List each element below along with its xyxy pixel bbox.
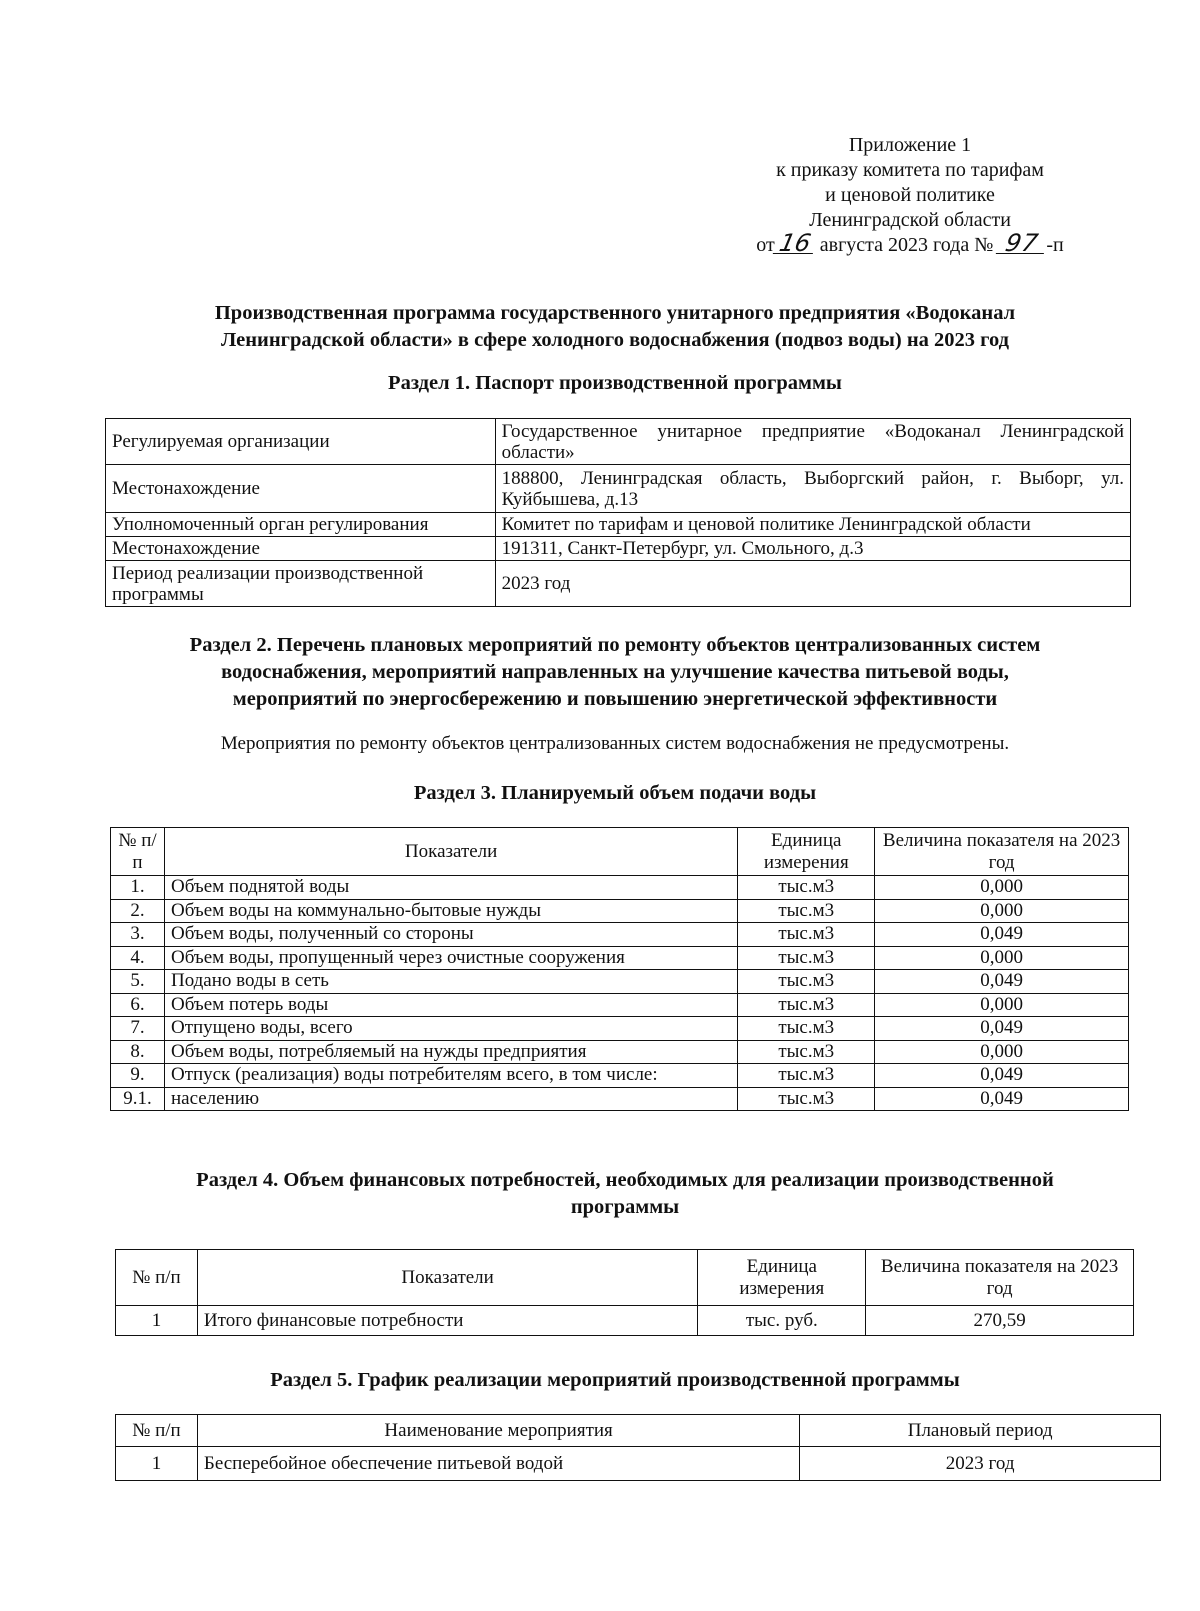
row-num: 1	[116, 1447, 198, 1481]
passport-table	[105, 418, 1131, 607]
table-row	[111, 1017, 1129, 1041]
header-unit: Единица измерения	[698, 1250, 866, 1306]
row-indicator: Итого финансовые потребности	[197, 1306, 697, 1336]
table-row	[106, 465, 1131, 513]
water-supply-table	[110, 827, 1129, 1111]
row-indicator: Объем воды, полученный со стороны	[164, 923, 737, 947]
main-title-line-1: Производственная программа государственного унитарного предприятия «Водоканал	[214, 302, 1016, 324]
row-unit: тыс.м3	[738, 970, 875, 994]
passport-value: 191311, Санкт-Петербург, ул. Смольного, д.3	[495, 537, 1130, 561]
table-row	[111, 923, 1129, 947]
row-unit: тыс.м3	[738, 1040, 875, 1064]
table-row	[106, 513, 1131, 537]
table-row	[111, 1064, 1129, 1088]
row-indicator: населению	[164, 1087, 737, 1111]
header-value: Величина показателя на 2023 год	[866, 1250, 1134, 1306]
table-row	[111, 1040, 1129, 1064]
row-indicator: Подано воды в сеть	[164, 970, 737, 994]
passport-label: Местонахождение	[106, 537, 496, 561]
row-num: 8.	[111, 1040, 165, 1064]
handwritten-day: 16	[773, 233, 817, 254]
financial-table	[115, 1249, 1134, 1336]
row-value: 0,000	[875, 1040, 1129, 1064]
row-value: 0,000	[875, 876, 1129, 900]
passport-label: Регулируемая организации	[106, 419, 496, 465]
row-indicator: Объем воды, пропущенный через очистные сооружения	[164, 946, 737, 970]
row-unit: тыс. руб.	[698, 1306, 866, 1336]
passport-label: Местонахождение	[106, 465, 496, 513]
order-suffix: -п	[1046, 234, 1064, 256]
table-row	[111, 993, 1129, 1017]
row-num: 3.	[111, 923, 165, 947]
table-header-row	[116, 1250, 1134, 1306]
table-header-row	[111, 828, 1129, 876]
section1-title: Раздел 1. Паспорт производственной программы	[388, 372, 842, 394]
header-indicator: Показатели	[197, 1250, 697, 1306]
header-num: № п/п	[116, 1415, 198, 1447]
header-name: Наименование мероприятия	[197, 1415, 799, 1447]
table-row	[111, 876, 1129, 900]
row-value: 0,049	[875, 1064, 1129, 1088]
table-row	[111, 970, 1129, 994]
header-indicator: Показатели	[164, 828, 737, 876]
appendix-line-2: к приказу комитета по тарифам	[776, 159, 1044, 181]
section2-title-line-2: водоснабжения, мероприятий направленных на улучшение качества питьевой воды,	[221, 661, 1009, 683]
row-indicator: Объем поднятой воды	[164, 876, 737, 900]
section4-title-line-1: Раздел 4. Объем финансовых потребностей, необходимых для реализации производственной	[196, 1169, 1054, 1191]
header-unit: Единица измерения	[738, 828, 875, 876]
row-num: 7.	[111, 1017, 165, 1041]
section2-title	[120, 632, 1110, 713]
section4-title	[110, 1167, 1140, 1221]
row-unit: тыс.м3	[738, 993, 875, 1017]
table-row	[106, 419, 1131, 465]
row-num: 1.	[111, 876, 165, 900]
row-value: 0,000	[875, 993, 1129, 1017]
appendix-line-3: и ценовой политике	[825, 184, 995, 206]
row-indicator: Объем потерь воды	[164, 993, 737, 1017]
table-header-row	[116, 1415, 1161, 1447]
row-num: 9.1.	[111, 1087, 165, 1111]
main-title-line-2: Ленинградской области» в сфере холодного водоснабжения (подвоз воды) на 2023 год	[221, 329, 1009, 351]
passport-value: 188800, Ленинградская область, Выборгский район, г. Выборг, ул. Куйбышева, д.13	[495, 465, 1130, 513]
row-value: 0,049	[875, 923, 1129, 947]
row-value: 0,000	[875, 946, 1129, 970]
appendix-date-line	[700, 229, 1120, 258]
row-unit: тыс.м3	[738, 1087, 875, 1111]
table-row	[106, 537, 1131, 561]
table-row	[111, 946, 1129, 970]
header-period: Плановый период	[800, 1415, 1161, 1447]
row-num: 2.	[111, 899, 165, 923]
date-rest: августа 2023 года №	[819, 234, 994, 256]
handwritten-order-number: 97	[996, 233, 1048, 254]
section3-title: Раздел 3. Планируемый объем подачи воды	[413, 782, 817, 804]
schedule-table	[115, 1414, 1161, 1481]
row-value: 0,049	[875, 970, 1129, 994]
row-value: 0,000	[875, 899, 1129, 923]
section2-title-line-1: Раздел 2. Перечень плановых мероприятий по ремонту объектов централизованных систем	[189, 634, 1041, 656]
header-value: Величина показателя на 2023 год	[875, 828, 1129, 876]
section2-title-line-3: мероприятий по энергосбережению и повышению энергетической эффективности	[232, 688, 998, 710]
header-num: № п/п	[116, 1250, 198, 1306]
row-unit: тыс.м3	[738, 876, 875, 900]
table-row	[111, 899, 1129, 923]
table-row	[111, 1087, 1129, 1111]
appendix-line-4: Ленинградской области	[809, 209, 1011, 231]
row-num: 5.	[111, 970, 165, 994]
date-prefix: от	[756, 234, 775, 256]
row-unit: тыс.м3	[738, 923, 875, 947]
row-period: 2023 год	[800, 1447, 1161, 1481]
row-indicator: Объем воды, потребляемый на нужды предприятия	[164, 1040, 737, 1064]
main-title	[140, 300, 1090, 354]
row-num: 9.	[111, 1064, 165, 1088]
row-value: 0,049	[875, 1087, 1129, 1111]
row-unit: тыс.м3	[738, 1064, 875, 1088]
passport-value: Комитет по тарифам и ценовой политике Ленинградской области	[495, 513, 1130, 537]
table-row	[116, 1447, 1161, 1481]
row-unit: тыс.м3	[738, 1017, 875, 1041]
table-row	[106, 561, 1131, 607]
row-unit: тыс.м3	[738, 899, 875, 923]
passport-label: Уполномоченный орган регулирования	[106, 513, 496, 537]
row-value: 0,049	[875, 1017, 1129, 1041]
table-row	[116, 1306, 1134, 1336]
appendix-header	[700, 133, 1120, 258]
row-num: 1	[116, 1306, 198, 1336]
row-indicator: Отпущено воды, всего	[164, 1017, 737, 1041]
row-indicator: Объем воды на коммунально-бытовые нужды	[164, 899, 737, 923]
section2-note: Мероприятия по ремонту объектов централизованных систем водоснабжения не предусмотрены.	[220, 733, 1010, 754]
row-num: 6.	[111, 993, 165, 1017]
section5-title: Раздел 5. График реализации мероприятий производственной программы	[270, 1369, 960, 1391]
row-indicator: Отпуск (реализация) воды потребителям всего, в том числе:	[164, 1064, 737, 1088]
passport-value: Государственное унитарное предприятие «Водоканал Ленинградской области»	[495, 419, 1130, 465]
row-value: 270,59	[866, 1306, 1134, 1336]
passport-value: 2023 год	[495, 561, 1130, 607]
appendix-line-1: Приложение 1	[848, 134, 972, 156]
row-name: Бесперебойное обеспечение питьевой водой	[197, 1447, 799, 1481]
row-num: 4.	[111, 946, 165, 970]
section4-title-line-2: программы	[570, 1196, 680, 1218]
passport-label: Период реализации производственной программы	[106, 561, 496, 607]
row-unit: тыс.м3	[738, 946, 875, 970]
header-num: № п/п	[111, 828, 165, 876]
